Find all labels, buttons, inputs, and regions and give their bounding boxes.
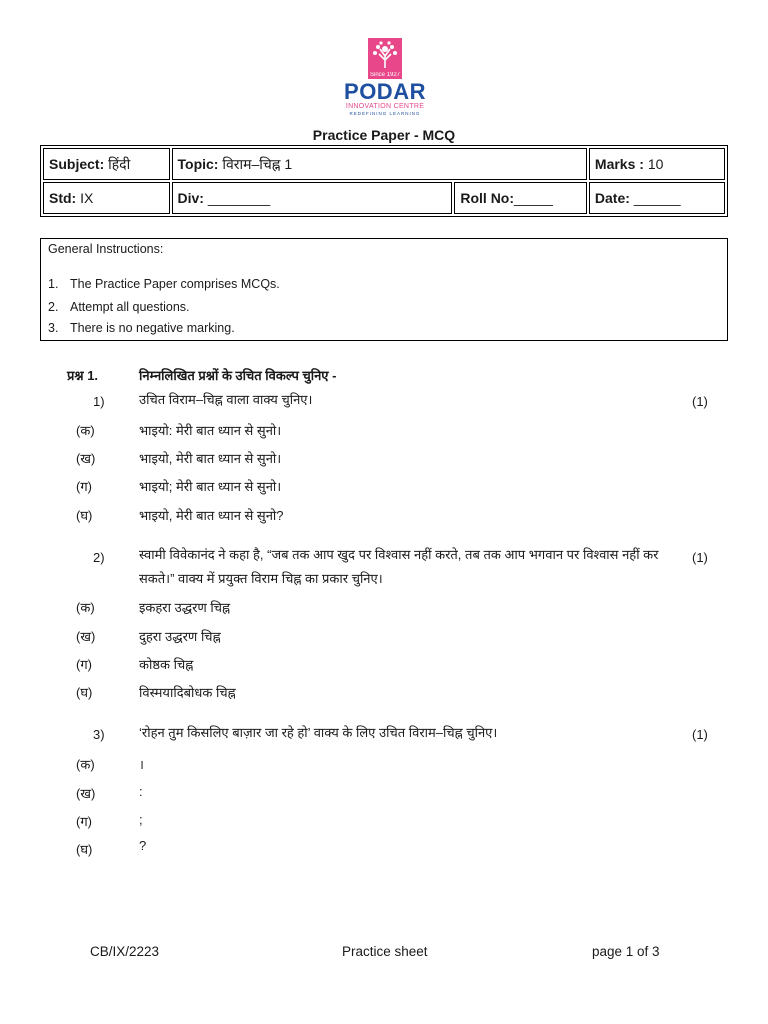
footer-page-number: page 1 of 3: [592, 944, 660, 959]
date-value: ______: [633, 190, 681, 206]
since-label: Since 1927: [369, 72, 401, 78]
header-table: [40, 145, 728, 217]
option-text: भाइयो, मेरी बात ध्यान से सुनो?: [139, 508, 284, 523]
footer-code: CB/IX/2223: [90, 944, 160, 959]
footer-center: Practice sheet: [342, 944, 428, 959]
option-label: (क): [76, 757, 95, 772]
roll-cell: Roll No:_____: [454, 182, 587, 214]
option-label: (ग): [76, 814, 92, 829]
question-marks: (1): [692, 727, 708, 742]
std-cell: Std: IX: [43, 182, 170, 214]
div-value: ________: [207, 190, 271, 206]
question-text: ‘रोहन तुम किसलिए बाज़ार जा रहे हो’ वाक्य के लिए उचित विराम–चिह्न चुनिए।: [139, 725, 498, 740]
option-text: ?: [139, 838, 147, 853]
div-cell: Div: ________: [172, 182, 453, 214]
question-number: 1): [93, 394, 105, 409]
option-text: ;: [139, 812, 143, 827]
date-cell: Date: ______: [589, 182, 725, 214]
instruction-item: 3. There is no negative marking.: [48, 321, 235, 335]
option-label: (ग): [76, 657, 92, 672]
question-number: 2): [93, 550, 105, 565]
option-label: (घ): [76, 508, 93, 523]
roll-value: _____: [514, 190, 553, 206]
podar-logo: [335, 38, 435, 122]
instruction-item: 2. Attempt all questions.: [48, 300, 190, 314]
subject-value: हिंदी: [108, 155, 131, 172]
option-text: ।: [139, 757, 144, 772]
topic-value: विराम–चिह्न 1: [222, 155, 293, 172]
marks-cell: Marks : 10: [589, 148, 725, 180]
option-text: इकहरा उद्धरण चिह्न: [139, 600, 231, 615]
option-text: भाइयो: मेरी बात ध्यान से सुनो।: [139, 423, 282, 438]
option-label: (घ): [76, 685, 93, 700]
subject-cell: Subject: हिंदी: [43, 148, 170, 180]
option-label: (ख): [76, 786, 96, 801]
option-label: (ग): [76, 479, 92, 494]
marks-value: 10: [647, 156, 664, 172]
option-label: (क): [76, 423, 95, 438]
option-text: भाइयो, मेरी बात ध्यान से सुनो।: [139, 451, 282, 466]
section-label: प्रश्न 1.: [67, 368, 99, 383]
page-title: Practice Paper - MCQ: [312, 127, 456, 143]
topic-cell: Topic: विराम–चिह्न 1: [172, 148, 587, 180]
option-label: (ख): [76, 629, 96, 644]
brand-tagline: REDEFINING LEARNING: [349, 111, 421, 116]
option-text: दुहरा उद्धरण चिह्न: [139, 629, 221, 644]
option-label: (ख): [76, 451, 96, 466]
option-text: भाइयो; मेरी बात ध्यान से सुनो।: [139, 479, 282, 494]
brand-name: PODAR: [344, 79, 426, 104]
instructions-heading: General Instructions:: [48, 242, 164, 256]
instruction-item: 1. The Practice Paper comprises MCQs.: [48, 277, 280, 291]
general-instructions: [40, 238, 728, 341]
brand-subtitle: INNOVATION CENTRE: [345, 103, 425, 110]
option-text: :: [139, 784, 143, 799]
tree-logo-icon: [368, 38, 402, 72]
question-marks: (1): [692, 550, 708, 565]
option-label: (क): [76, 600, 95, 615]
section-heading: निम्नलिखित प्रश्नों के उचित विकल्प चुनिए -: [139, 368, 337, 383]
question-text: उचित विराम–चिह्न वाला वाक्य चुनिए।: [139, 392, 313, 407]
option-text: विस्मयादिबोधक चिह्न: [139, 685, 236, 700]
question-text: स्वामी विवेकानंद ने कहा है, “जब तक आप खुद पर विश्वास नहीं करते, तब तक आप भगवान पर विश्वास नहीं कर सकते।” वाक्य में प्रयुक्त विराम चिह्न का प्रकार चुनिए।: [139, 547, 659, 586]
question-marks: (1): [692, 394, 708, 409]
option-text: कोष्ठक चिह्न: [139, 657, 194, 672]
std-value: IX: [80, 190, 94, 206]
question-number: 3): [93, 727, 105, 742]
option-label: (घ): [76, 842, 93, 857]
